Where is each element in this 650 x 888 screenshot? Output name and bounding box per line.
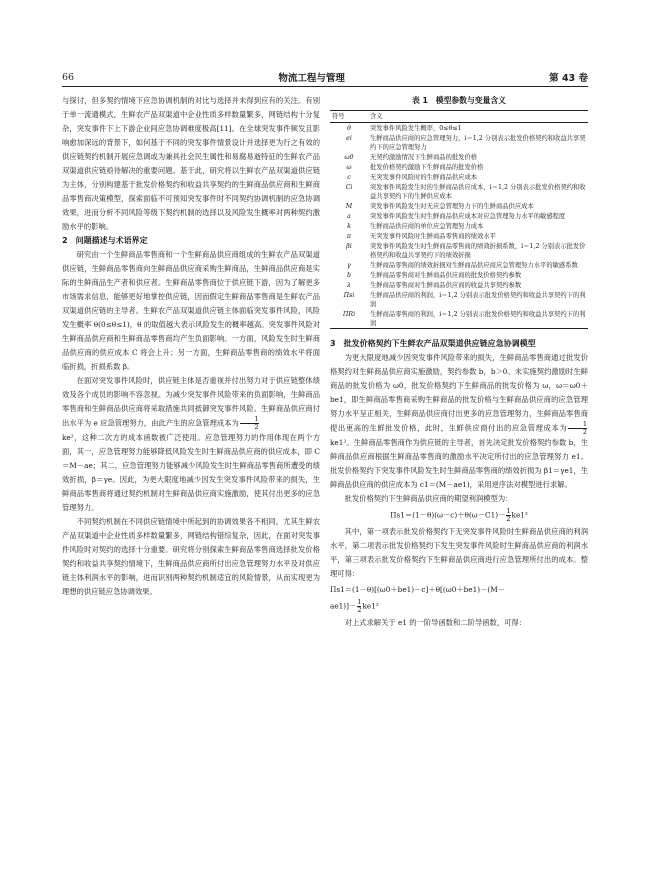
table-definition: 无突发事件风险时的生鲜商品供应成本 <box>370 173 478 181</box>
section-2-paragraph-1: 研究由一个生鲜商品零售商和一个生鲜商品供应商组成的生鲜农产品双渠道供应链，生鲜商品零售商向生鲜商品供应商采购生鲜商品，生鲜商品供应商是实际的生鲜商品生产者和供应者。生鲜商品零售商位于供应链下游，因为了解更多市场需求信息，能够更好地掌控供应链，因而假定生鲜商品零售商是生鲜农产品双渠道供应链的主导者。生鲜农产品双渠道供应链主体面临突发事件风险，风险发生概率 θ(0≤θ≤1)，θ 的取值越大表示风险发生的概率越高。突发事件风险对生鲜商品供应商和生鲜商品零售商均产生负面影响。一方面，风险发生时生鲜商品供应商的供应成本 C 将会上升；另一方面，生鲜商品零售商的绩效水平将面临折损，折损系数 β。 <box>62 250 320 371</box>
table-definition: 批发价格契约激励下生鲜商品的批发价格 <box>370 163 484 171</box>
section-3-paragraph-2: 批发价格契约下生鲜商品供应商的期望利润模型为： <box>344 494 513 503</box>
section-3-paragraph-1-part-b: ke1²。生鲜商品零售商作为供应链的主导者，首先决定批发价格契约参数 b，生鲜商品供应商根据生鲜商品零售商的激励水平决定所付出的应急管理努力 e1。批发价格契约下突发事件风险发生时生鲜商品零售商的绩效折损为 β1＝γe1，生鲜商品供应商的供应成本为 c1＝(M－ae1)，采用逆序法对模型进行求解。 <box>330 438 588 489</box>
table-definition: 生鲜商品供应商的利润，i＝1,2 分别表示批发价格契约和收益共享契约下的利润 <box>370 291 586 308</box>
equation-1-body: Πs1＝(1－θ)(ω－c)＋θ(ω－C1)－ <box>390 510 506 520</box>
section-3-paragraph-1-part-a: 为更大限度地减少因突发事件风险带来的损失，生鲜商品零售商通过批发价格契约对生鲜商品供应商实施激励，契约参数 b，b＞0。未实施契约激励时生鲜商品的批发价格为 ω0，批发价格契约下生鲜商品的批发价格为 ω，ω＝ω0＋be1，即生鲜商品零售商采购生鲜商品的批发价格与生鲜商品供应商的应急管理努力水平呈正相关，生鲜商品供应商付出更多的应急管理努力，生鲜商品零售商提出更高的生鲜批发价格，此时，生鲜供应商付出的应急管理成本为 <box>330 353 588 433</box>
section-2-paragraph-2-continued: ke²，这种二次方的成本函数被广泛使用。应急管理努力的作用体现在两个方面，其一，应急管理努力能够降低风险发生时生鲜商品供应商的供应成本，即 C＝M－ae；其二，应急管理努力能够减少风险发生时生鲜商品零售商所遭受的绩效折损，β＝γe。因此，为更大限度地减少因发生突发事件风险带来的损失，生鲜商品零售商将通过契约机制对生鲜商品供应商实施激励，使其付出更多的应急管理努力。 <box>62 433 320 512</box>
fraction-numerator: 1 <box>506 507 511 515</box>
table-definition: 生鲜商品零售商的利润，i＝1,2 分别表示批发价格契约和收益共享契约下的利润 <box>370 310 586 327</box>
table-caption: 表 1 模型参数与变量含义 <box>412 96 506 105</box>
table-row <box>330 270 588 280</box>
section-3-paragraph-1 <box>330 351 588 492</box>
table-symbol: λ <box>347 281 351 289</box>
table-symbol: γ <box>347 261 351 269</box>
equation-1-tail: ke1² <box>511 510 528 520</box>
table-definition: 突发事件风险发生概率，0≤θ≤1 <box>370 124 462 132</box>
table-definition: 突发事件风险发生时生鲜商品供应成本对应急管理努力水平的敏感程度 <box>370 212 566 220</box>
section-2-paragraph-3: 不同契约机制在不同供应链情境中所起到的协调效果各不相同，尤其生鲜农产品双渠道中企业性质多样数量繁多，网链结构错综复杂，因此，在面对突发事件风险时对契约的选择十分重要。研究将分别探索生鲜商品零售商选择批发价格契约和收益共享契约情境下，生鲜商品供应商所付出应急管理努力水平及对供应链主体利润水平的影响，进而识别两种契约机制适宜的风险情景，从而实现更为理想的供应链应急协调效果。 <box>62 517 320 596</box>
table-symbol: Ci <box>345 183 353 191</box>
table-row <box>330 172 588 182</box>
table-row <box>330 201 588 211</box>
fraction-denominator: 2 <box>254 423 259 431</box>
fraction-numerator: 1 <box>240 416 259 424</box>
table-row <box>330 260 588 270</box>
section-2-paragraph-2-part-a: 在面对突发事件风险时，供应链主体是否重视并付出努力对于供应链整体绩效及各个成员的影响不容忽视。为减少突发事件风险带来的负面影响，生鲜商品零售商和生鲜商品供应商将采取措施共同抵御突发事件风险。生鲜商品供应商付出水平为 e 应急管理努力，由此产生的应急管理成本为 <box>62 376 320 428</box>
table-row <box>330 211 588 221</box>
fraction-numerator: 1 <box>357 598 362 606</box>
half-fraction <box>568 421 587 436</box>
table-symbol: θ <box>347 124 351 132</box>
table-definition: 突发事件风险发生时生鲜商品零售商的绩效折损系数，i＝1,2 分别表示批发价格契约和收益共享契约下的绩效折损 <box>370 242 586 259</box>
table-row <box>330 182 588 201</box>
table-header-meaning: 含义 <box>370 113 383 120</box>
fraction-denominator: 2 <box>357 606 362 614</box>
equation-2-tail: ke1² <box>362 601 379 611</box>
table-symbol: c <box>347 173 351 181</box>
section-3-paragraph-3: 其中，第一项表示批发价格契约下无突发事件风险时生鲜商品供应商的利润水平，第二项表示批发价格契约下发生突发事件风险时生鲜商品供应商的利润水平，第三项表示批发价格契约下生鲜商品供应商进行应急管理所付出的成本。整理可得： <box>330 527 588 578</box>
table-definition: 生鲜商品零售商对生鲜商品供应商的收益共享契约参数 <box>370 281 522 289</box>
table-symbol: Πsi <box>343 291 355 299</box>
table-row <box>330 133 588 152</box>
section-2-heading: 2 问题描述与术语界定 <box>62 236 148 245</box>
table-row <box>330 290 588 309</box>
table-definition: 生鲜商品供应商的应急管理努力，i＝1,2 分别表示批发价格契约和收益共享契约下的应急管理努力 <box>370 134 586 151</box>
table-row <box>330 241 588 260</box>
right-column <box>330 94 588 630</box>
equation-1 <box>330 508 588 523</box>
intro-paragraph: 与探讨，但多契约情境下应急协调机制的对比与选择并未得到应有的关注。有别于单一流通模式，生鲜农产品双渠道中企业性质多样数量繁多，网链结构十分复杂，突发事件下上下游企业间应急协调难度极高[11]。在全球突发事件频发且影响愈加深远的背景下，如何基于不同的突发事件情景设计并选择更为行之有效的供应链契约机制开展应急调或为兼具社会民生属性和易腐易逝特征的生鲜农产品双渠道供应链亟待解决的重要问题。基于此，研究将以生鲜农产品双渠道供应链为主体，分别构建基于批发价格契约和收益共享契约的生鲜商品供应商和生鲜商品零售商决策模型，探索面临不可预知突发事件时不同契约协调机制的应急协调效果，进而分析不同风险等级下契约机制的选择以及风险发生概率对两种契约激励水平的影响。 <box>62 96 320 231</box>
equation-2-line-1 <box>330 583 588 597</box>
equation-2-part-b: ae1)]－ <box>330 601 357 611</box>
table-symbol: βi <box>346 242 352 250</box>
section-2-paragraph-2 <box>62 374 320 431</box>
table-symbol: ΠRi <box>342 310 356 318</box>
table-symbol: k <box>347 222 351 230</box>
table-symbol: ω <box>346 163 352 171</box>
page-header <box>62 70 588 84</box>
table-definition: 无契约激励情况下生鲜商品的批发价格 <box>370 153 478 161</box>
spacer <box>330 329 588 337</box>
half-fraction <box>357 599 361 614</box>
page-number: 66 <box>62 71 75 83</box>
equation-2-line-2 <box>330 599 588 614</box>
section-3-heading: 3 批发价格契约下生鲜农产品双渠道供应链应急协调模型 <box>330 339 536 348</box>
table-header-row <box>330 111 588 123</box>
table-row <box>330 123 588 134</box>
parameter-table <box>330 110 588 329</box>
left-column <box>62 94 320 599</box>
table-definition: 生鲜商品零售商的绩效折损对生鲜商品供应商应急管理努力水平的敏感系数 <box>370 261 578 269</box>
table-symbol: b <box>346 271 352 279</box>
volume-label: 第 43 卷 <box>549 73 588 84</box>
header-rule <box>62 86 588 87</box>
table-definition: 无突发事件风险时生鲜商品零售商的绩效水平 <box>370 232 496 240</box>
table-symbol: a <box>347 212 351 220</box>
table-definition: 突发事件风险发生时的生鲜商品供应成本，i＝1,2 分别表示批发价格契约和收益共享契约下的生鲜供应成本 <box>370 183 586 200</box>
fraction-denominator: 2 <box>506 515 511 523</box>
table-row <box>330 221 588 231</box>
equation-2-part-a: Πs1＝(1－θ)[(ω0＋be1)－c]＋θ[(ω0＋be1)－(M－ <box>330 585 506 594</box>
table-header-symbol: 符号 <box>332 113 345 120</box>
table-symbol: M <box>345 202 353 210</box>
table-definition: 生鲜商品零售商对生鲜商品供应商的批发价格契约参数 <box>370 271 522 279</box>
table-row <box>330 280 588 290</box>
fraction-denominator: 2 <box>582 428 587 436</box>
table-definition: 生鲜商品供应商的单位应急管理努力成本 <box>370 222 484 230</box>
fraction-numerator: 1 <box>568 421 587 429</box>
table-row <box>330 152 588 162</box>
table-definition: 突发事件风险发生时无应急管理努力下的生鲜商品供应成本 <box>370 202 534 210</box>
half-fraction <box>240 416 259 431</box>
table-row <box>330 309 588 329</box>
section-3-paragraph-4: 对上式求解关于 e1 的一阶导函数和二阶导函数，可得： <box>344 618 527 627</box>
table-row <box>330 162 588 172</box>
table-symbol: ei <box>346 134 352 142</box>
journal-title: 物流工程与管理 <box>278 73 345 84</box>
table-row <box>330 231 588 241</box>
table-symbol: ω0 <box>344 153 354 161</box>
half-fraction <box>506 508 510 523</box>
table-symbol: π <box>346 232 352 240</box>
